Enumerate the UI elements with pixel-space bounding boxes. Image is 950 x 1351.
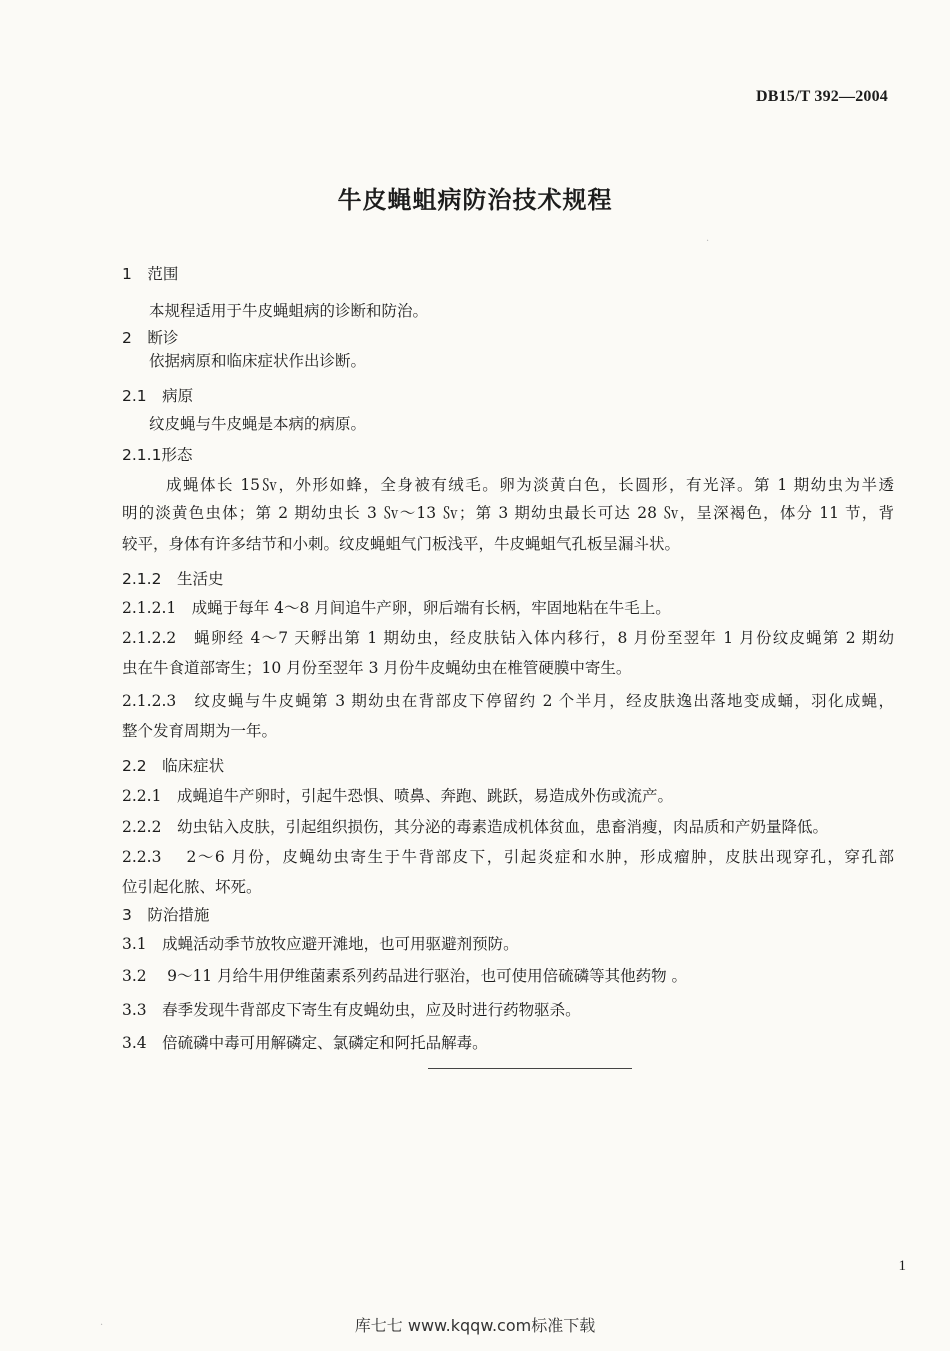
symptom-item-2: 2.2.2 幼虫钻入皮肤，引起组织损伤，其分泌的毒素造成机体贫血，患畜消瘦，肉品质和产奶量降低。 [122, 818, 828, 836]
section-2-2-heading: 2.2 临床症状 [122, 757, 225, 775]
life-history-item-3-line-1: 2.1.2.3 纹皮蝇与牛皮蝇第 3 期幼虫在背部皮下停留约 2 个半月，经皮肤逸出落地变成蛹，羽化成蝇， [122, 692, 894, 710]
control-item-4: 3.4 倍硫磷中毒可用解磷定、氯磷定和阿托品解毒。 [122, 1034, 488, 1052]
control-item-1: 3.1 成蝇活动季节放牧应避开滩地，也可用驱避剂预防。 [122, 935, 519, 953]
document-title: 牛皮蝇蛆病防治技术规程 [337, 186, 613, 214]
control-item-2: 3.2 9～11 月给牛用伊维菌素系列药品进行驱治，也可使用倍硫磷等其他药物 。 [122, 967, 688, 985]
symptom-item-3-line-2: 位引起化脓、坏死。 [122, 878, 262, 896]
section-2-1-1-heading: 2.1.1形态 [122, 446, 193, 464]
section-2-1-paragraph: 纹皮蝇与牛皮蝇是本病的病原。 [149, 415, 367, 433]
scan-speck: · [100, 1320, 104, 1331]
morphology-line-2: 明的淡黄色虫体；第 2 期幼虫长 3 ㏜～13 ㏜；第 3 期幼虫最长可达 28 ㏜，呈深褐色，体分 11 节，背 [122, 504, 894, 522]
life-history-item-2-line-2: 虫在牛食道部寄生；10 月份至翌年 3 月份牛皮蝇幼虫在椎管硬膜中寄生。 [122, 659, 632, 677]
standard-code: DB15/T 392—2004 [755, 88, 888, 105]
morphology-line-3: 较平，身体有许多结节和小刺。纹皮蝇蛆气门板浅平，牛皮蝇蛆气孔板呈漏斗状。 [122, 535, 681, 553]
section-2-1-2-heading: 2.1.2 生活史 [122, 570, 224, 588]
section-3-heading: 3 防治措施 [122, 906, 210, 924]
life-history-item-3-line-2: 整个发育周期为一年。 [122, 722, 278, 740]
section-2-heading: 2 断诊 [122, 329, 179, 347]
end-rule [428, 1068, 632, 1069]
section-2-1-heading: 2.1 病原 [122, 387, 194, 405]
life-history-item-2-line-1: 2.1.2.2 蝇卵经 4～7 天孵出第 1 期幼虫，经皮肤钻入体内移行，8 月份至翌年 1 月份纹皮蝇第 2 期幼 [122, 629, 894, 647]
life-history-item-1: 2.1.2.1 成蝇于每年 4～8 月间追牛产卵，卵后端有长柄，牢固地粘在牛毛上。 [122, 599, 671, 617]
control-item-3: 3.3 春季发现牛背部皮下寄生有皮蝇幼虫，应及时进行药物驱杀。 [122, 1001, 581, 1019]
footer-watermark: 库七七 www.kqqw.com标准下载 [354, 1316, 596, 1335]
section-1-heading: 1 范围 [122, 265, 179, 283]
section-2-paragraph: 依据病原和临床症状作出诊断。 [149, 352, 367, 370]
symptom-item-3-line-1: 2.2.3 2～6 月份，皮蝇幼虫寄生于牛背部皮下，引起炎症和水肿，形成瘤肿，皮肤出现穿孔，穿孔部 [122, 848, 894, 866]
scan-speck: · [706, 236, 710, 247]
section-1-paragraph: 本规程适用于牛皮蝇蛆病的诊断和防治。 [149, 302, 429, 320]
symptom-item-1: 2.2.1 成蝇追牛产卵时，引起牛恐惧、喷鼻、奔跑、跳跃，易造成外伤或流产。 [122, 787, 673, 805]
page-number: 1 [898, 1258, 906, 1274]
morphology-line-1: 成蝇体长 15㏜，外形如蜂，全身被有绒毛。卵为淡黄白色，长圆形，有光泽。第 1 期幼虫为半透 [166, 476, 894, 494]
